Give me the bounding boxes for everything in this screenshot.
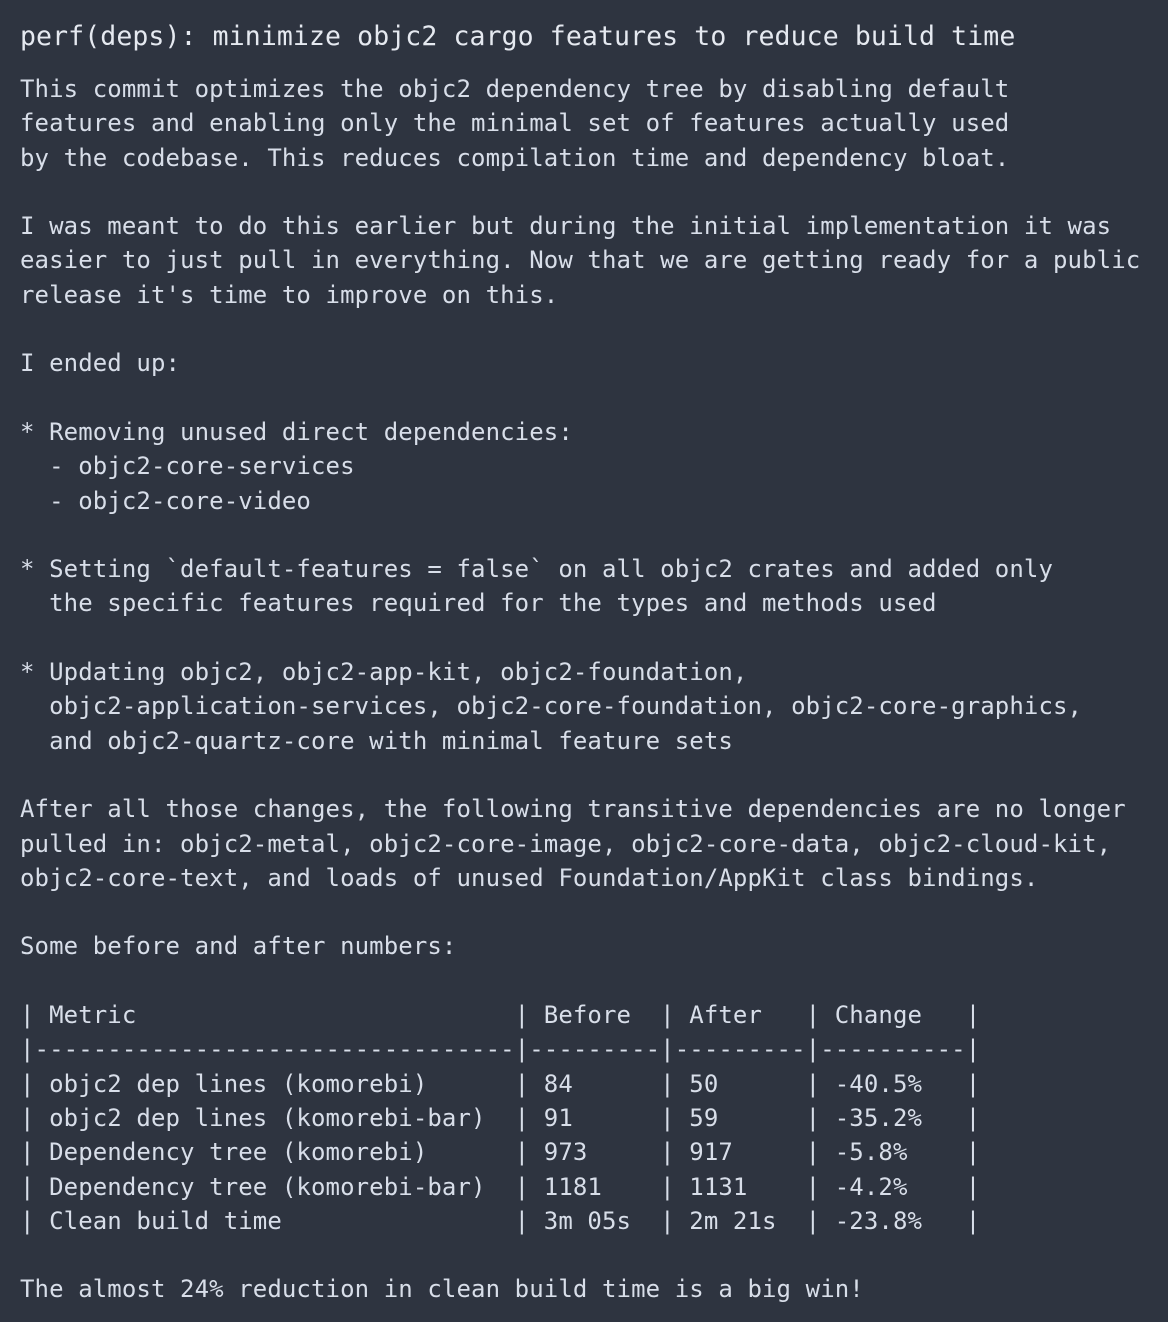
body-line: - objc2-core-video (20, 486, 311, 515)
body-line: pulled in: objc2-metal, objc2-core-image, objc2-core-data, objc2-cloud-kit, (20, 829, 1112, 858)
body-line: This commit optimizes the objc2 dependency tree by disabling default (20, 75, 1010, 103)
body-line: I ended up: (20, 349, 181, 378)
commit-body (20, 72, 1160, 1307)
body-line: I was meant to do this earlier but during the initial implementation it was (20, 212, 1112, 241)
table-separator-row: |---------------------------------|---------|---------|----------| (20, 1035, 981, 1064)
body-line: release it's time to improve on this. (20, 280, 559, 309)
body-line: features and enabling only the minimal set of features actually used (20, 109, 1010, 138)
body-line (20, 312, 1160, 346)
table-row: | objc2 dep lines (komorebi) | 84 | 50 | -40.5% | (20, 1069, 981, 1098)
body-line: objc2-application-services, objc2-core-foundation, objc2-core-graphics, (20, 692, 1083, 721)
commit-subject: perf(deps): minimize objc2 cargo features to reduce build time (20, 21, 1016, 52)
body-line: - objc2-core-services (20, 452, 355, 481)
body-line: After all those changes, the following transitive dependencies are no longer (20, 795, 1126, 824)
body-line: * Removing unused direct dependencies: (20, 417, 573, 446)
body-line (20, 964, 1160, 998)
body-line (20, 518, 1160, 552)
body-line: * Setting `default-features = false` on all objc2 crates and added only (20, 555, 1053, 584)
table-header-row: | Metric | Before | After | Change | (20, 1001, 981, 1030)
table-row: | Dependency tree (komorebi-bar) | 1181 | 1131 | -4.2% | (20, 1172, 981, 1201)
table-row: | objc2 dep lines (komorebi-bar) | 91 | 59 | -35.2% | (20, 1103, 981, 1132)
body-line: * Updating objc2, objc2-app-kit, objc2-foundation, (20, 658, 748, 687)
body-line (20, 621, 1160, 655)
body-line: easier to just pull in everything. Now that we are getting ready for a public (20, 246, 1141, 275)
body-line (20, 381, 1160, 415)
body-line: The almost 24% reduction in clean build time is a big win! (20, 1275, 864, 1304)
body-line: objc2-core-text, and loads of unused Foundation/AppKit class bindings. (20, 863, 1039, 892)
commit-message (20, 18, 1160, 1307)
body-line (20, 175, 1160, 209)
table-row: | Dependency tree (komorebi) | 973 | 917 | -5.8% | (20, 1138, 981, 1167)
body-line: the specific features required for the types and methods used (20, 589, 937, 618)
body-line: by the codebase. This reduces compilation time and dependency bloat. (20, 143, 1010, 172)
table-row: | Clean build time | 3m 05s | 2m 21s | -23.8% | (20, 1206, 981, 1235)
body-line (20, 758, 1160, 792)
body-line: Some before and after numbers: (20, 932, 457, 961)
body-line: and objc2-quartz-core with minimal feature sets (20, 726, 733, 755)
body-line (20, 1238, 1160, 1272)
body-line (20, 895, 1160, 929)
